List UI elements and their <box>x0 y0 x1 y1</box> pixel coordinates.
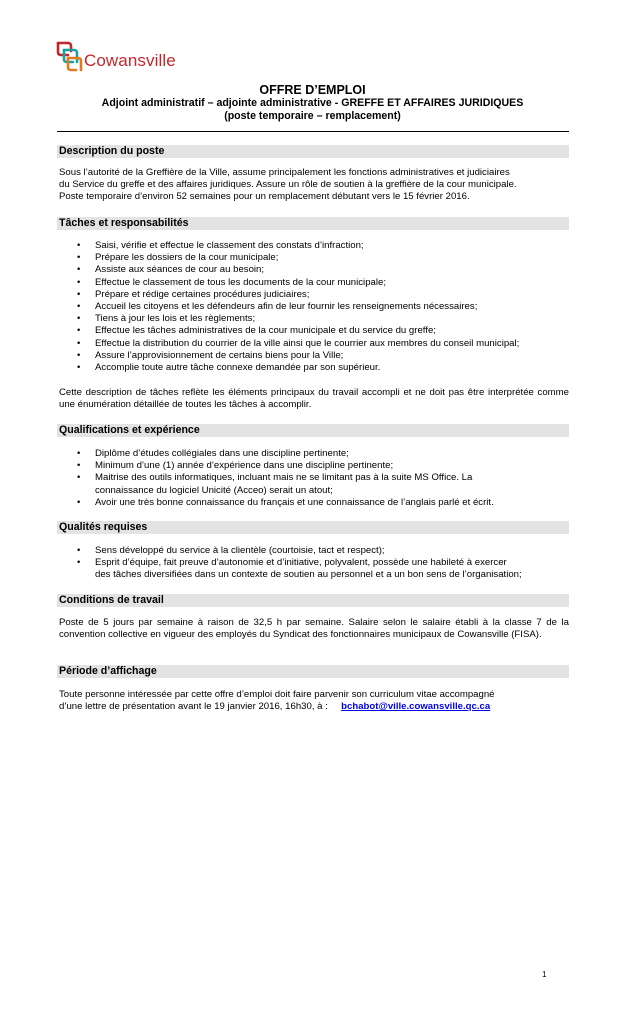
section-title-description: Description du poste <box>57 145 569 158</box>
affichage-line-2-text: d’une lettre de présentation avant le 19 janvier 2016, 16h30, à : <box>59 701 328 713</box>
document-subtitle <box>56 97 569 123</box>
list-item <box>57 472 569 496</box>
affichage-line-2 <box>57 701 569 713</box>
document-title: OFFRE D’EMPLOI <box>259 83 366 97</box>
section-title-conditions: Conditions de travail <box>57 594 569 607</box>
section-affichage <box>57 665 569 713</box>
section-title-taches: Tâches et responsabilités <box>57 217 569 230</box>
section-qualifications <box>57 424 569 509</box>
list-item: • Effectue la distribution du courrier de la ville ainsi que le courrier aux membres du conseil municipal; <box>57 338 569 350</box>
page-number: 1 <box>542 970 547 979</box>
cowansville-emblem-icon <box>54 40 84 74</box>
section-taches <box>57 217 569 411</box>
list-item: • Sens développé du service à la clientèle (courtoisie, tact et respect); <box>57 545 569 557</box>
list-item: • Accomplie toute autre tâche connexe demandée par son supérieur. <box>57 362 569 374</box>
list-item: • Prépare et rédige certaines procédures judiciaires; <box>57 289 569 301</box>
list-item: • Prépare les dossiers de la cour municipale; <box>57 252 569 264</box>
list-item-line: • Esprit d’équipe, fait preuve d’autonomie et d’initiative, polyvalent, possède une habileté à exercer <box>95 557 507 569</box>
subtitle-line-1: Adjoint administratif – adjointe administrative - GREFFE ET AFFAIRES JURIDIQUES <box>101 97 524 109</box>
description-line: Sous l’autorité de la Greffière de la Ville, assume principalement les fonctions administratives et judiciaires <box>59 167 510 178</box>
list-item: • Saisi, vérifie et effectue le classement des constats d’infraction; <box>57 240 569 252</box>
header-divider <box>57 131 569 132</box>
section-description <box>57 145 569 203</box>
list-item: • Minimum d’une (1) année d’expérience dans une discipline pertinente; <box>57 460 569 472</box>
list-item-line: des tâches diversifiées dans un contexte de soutien au personnel et a un bon sens de l’organisation; <box>95 569 522 581</box>
qualifications-list <box>57 448 569 509</box>
section-title-qualites: Qualités requises <box>57 521 569 534</box>
section-title-qualifications: Qualifications et expérience <box>57 424 569 437</box>
list-item: • Diplôme d’études collégiales dans une discipline pertinente; <box>57 448 569 460</box>
description-line: Poste temporaire d’environ 52 semaines pour un remplacement débutant vers le 15 février 2016. <box>59 191 470 203</box>
list-item-line: connaissance du logiciel Unicité (Acceo) serait un atout; <box>95 484 333 496</box>
qualites-list <box>57 545 569 582</box>
list-item: • Effectue le classement de tous les documents de la cour municipale; <box>57 277 569 289</box>
list-item: • Avoir une très bonne connaissance du français et une connaissance de l’anglais parlé et écrit. <box>57 497 569 509</box>
section-conditions <box>57 594 569 641</box>
description-line: du Service du greffe et des affaires juridiques. Assure un rôle de soutien à la greffière de la cour municipale. <box>59 179 517 191</box>
contact-email-link[interactable]: bchabot@ville.cowansville.qc.ca <box>341 701 491 713</box>
cowansville-logo <box>54 40 174 74</box>
section-qualites <box>57 521 569 582</box>
conditions-text: Poste de 5 jours par semaine à raison de 32,5 h par semaine. Salaire selon le salaire établi à la classe 7 de la convention collective en vigueur des employés du Syndicat des fonctionnaires municipaux de Cowansville (FISA). <box>59 617 569 641</box>
subtitle-line-2: (poste temporaire – remplacement) <box>224 110 401 122</box>
affichage-text <box>57 689 569 713</box>
affichage-line-1: Toute personne intéressée par cette offre d’emploi doit faire parvenir son curriculum vitae accompagné <box>59 689 495 700</box>
list-item-line: • Maitrise des outils informatiques, incluant mais ne se limitant pas à la suite MS Office. La <box>95 472 473 484</box>
list-item: • Tiens à jour les lois et les règlements; <box>57 313 569 325</box>
logo-wordmark: Cowansville <box>84 51 176 70</box>
section-title-affichage: Période d’affichage <box>57 665 569 678</box>
taches-note: Cette description de tâches reflète les éléments principaux du travail accompli et ne doit pas être interprétée comme une énumération détaillée de toutes les tâches à accomplir. <box>59 387 569 411</box>
list-item: • Assure l’approvisionnement de certains biens pour la Ville; <box>57 350 569 362</box>
list-item: • Effectue les tâches administratives de la cour municipale et du service du greffe; <box>57 325 569 337</box>
list-item <box>57 557 569 581</box>
taches-list <box>57 240 569 374</box>
description-text <box>57 167 569 203</box>
list-item: • Assiste aux séances de cour au besoin; <box>57 264 569 276</box>
list-item: • Accueil les citoyens et les défendeurs afin de leur fournir les renseignements nécessaires; <box>57 301 569 313</box>
